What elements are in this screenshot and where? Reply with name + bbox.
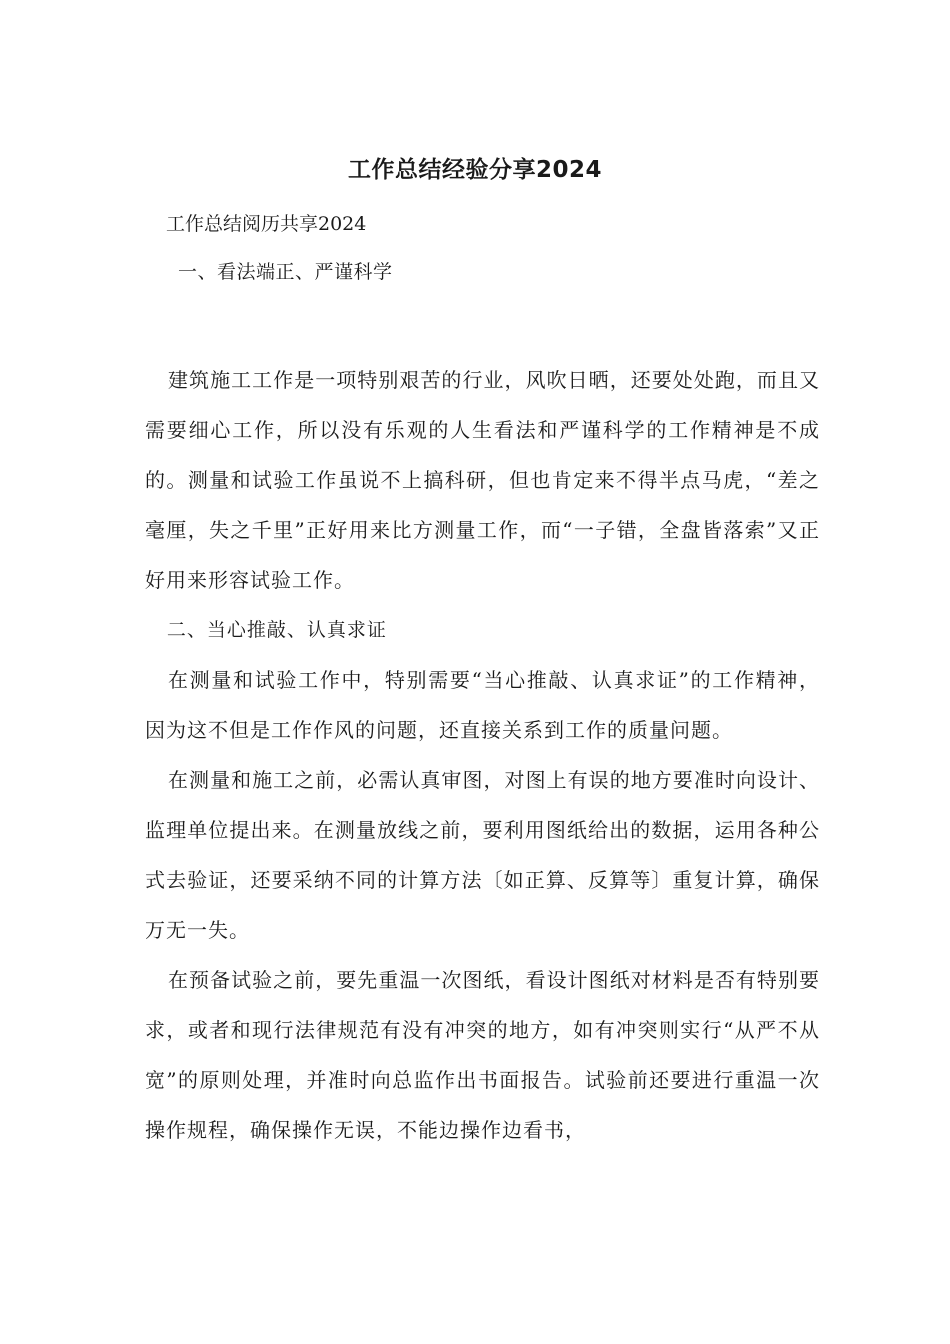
body-paragraph: 在预备试验之前，要先重温一次图纸，看设计图纸对材料是否有特别要求，或者和现行法律规范有没有冲突的地方，如有冲突则实行“从严不从宽”的原则处理，并准时向总监作出书面报告。试验前还要进行重温一次操作规程，确保操作无误，不能边操作边看书，	[145, 968, 820, 1142]
section-heading-1: 一、看法端正、严谨科学	[178, 261, 393, 283]
body-paragraph: 在测量和试验工作中，特别需要“当心推敲、认真求证”的工作精神，因为这不但是工作作风的问题，还直接关系到工作的质量问题。	[145, 668, 820, 742]
section-heading-2: 二、当心推敲、认真求证	[166, 619, 387, 641]
document-title: 工作总结经验分享2024	[347, 157, 602, 183]
body-paragraph: 在测量和施工之前，必需认真审图，对图上有误的地方要准时向设计、监理单位提出来。在测量放线之前，要利用图纸给出的数据，运用各种公式去验证，还要采纳不同的计算方法〔如正算、反算等〕重复计算，确保万无一失。	[145, 768, 820, 942]
body-paragraph: 建筑施工工作是一项特别艰苦的行业，风吹日晒，还要处处跑，而且又需要细心工作，所以没有乐观的人生看法和严谨科学的工作精神是不成的。测量和试验工作虽说不上搞科研，但也肯定来不得半点马虎，“差之毫厘，失之千里”正好用来比方测量工作，而“一子错，全盘皆落索”又正好用来形容试验工作。	[145, 368, 820, 592]
document-subtitle: 工作总结阅历共享2024	[166, 213, 367, 235]
document-body	[145, 355, 820, 1155]
